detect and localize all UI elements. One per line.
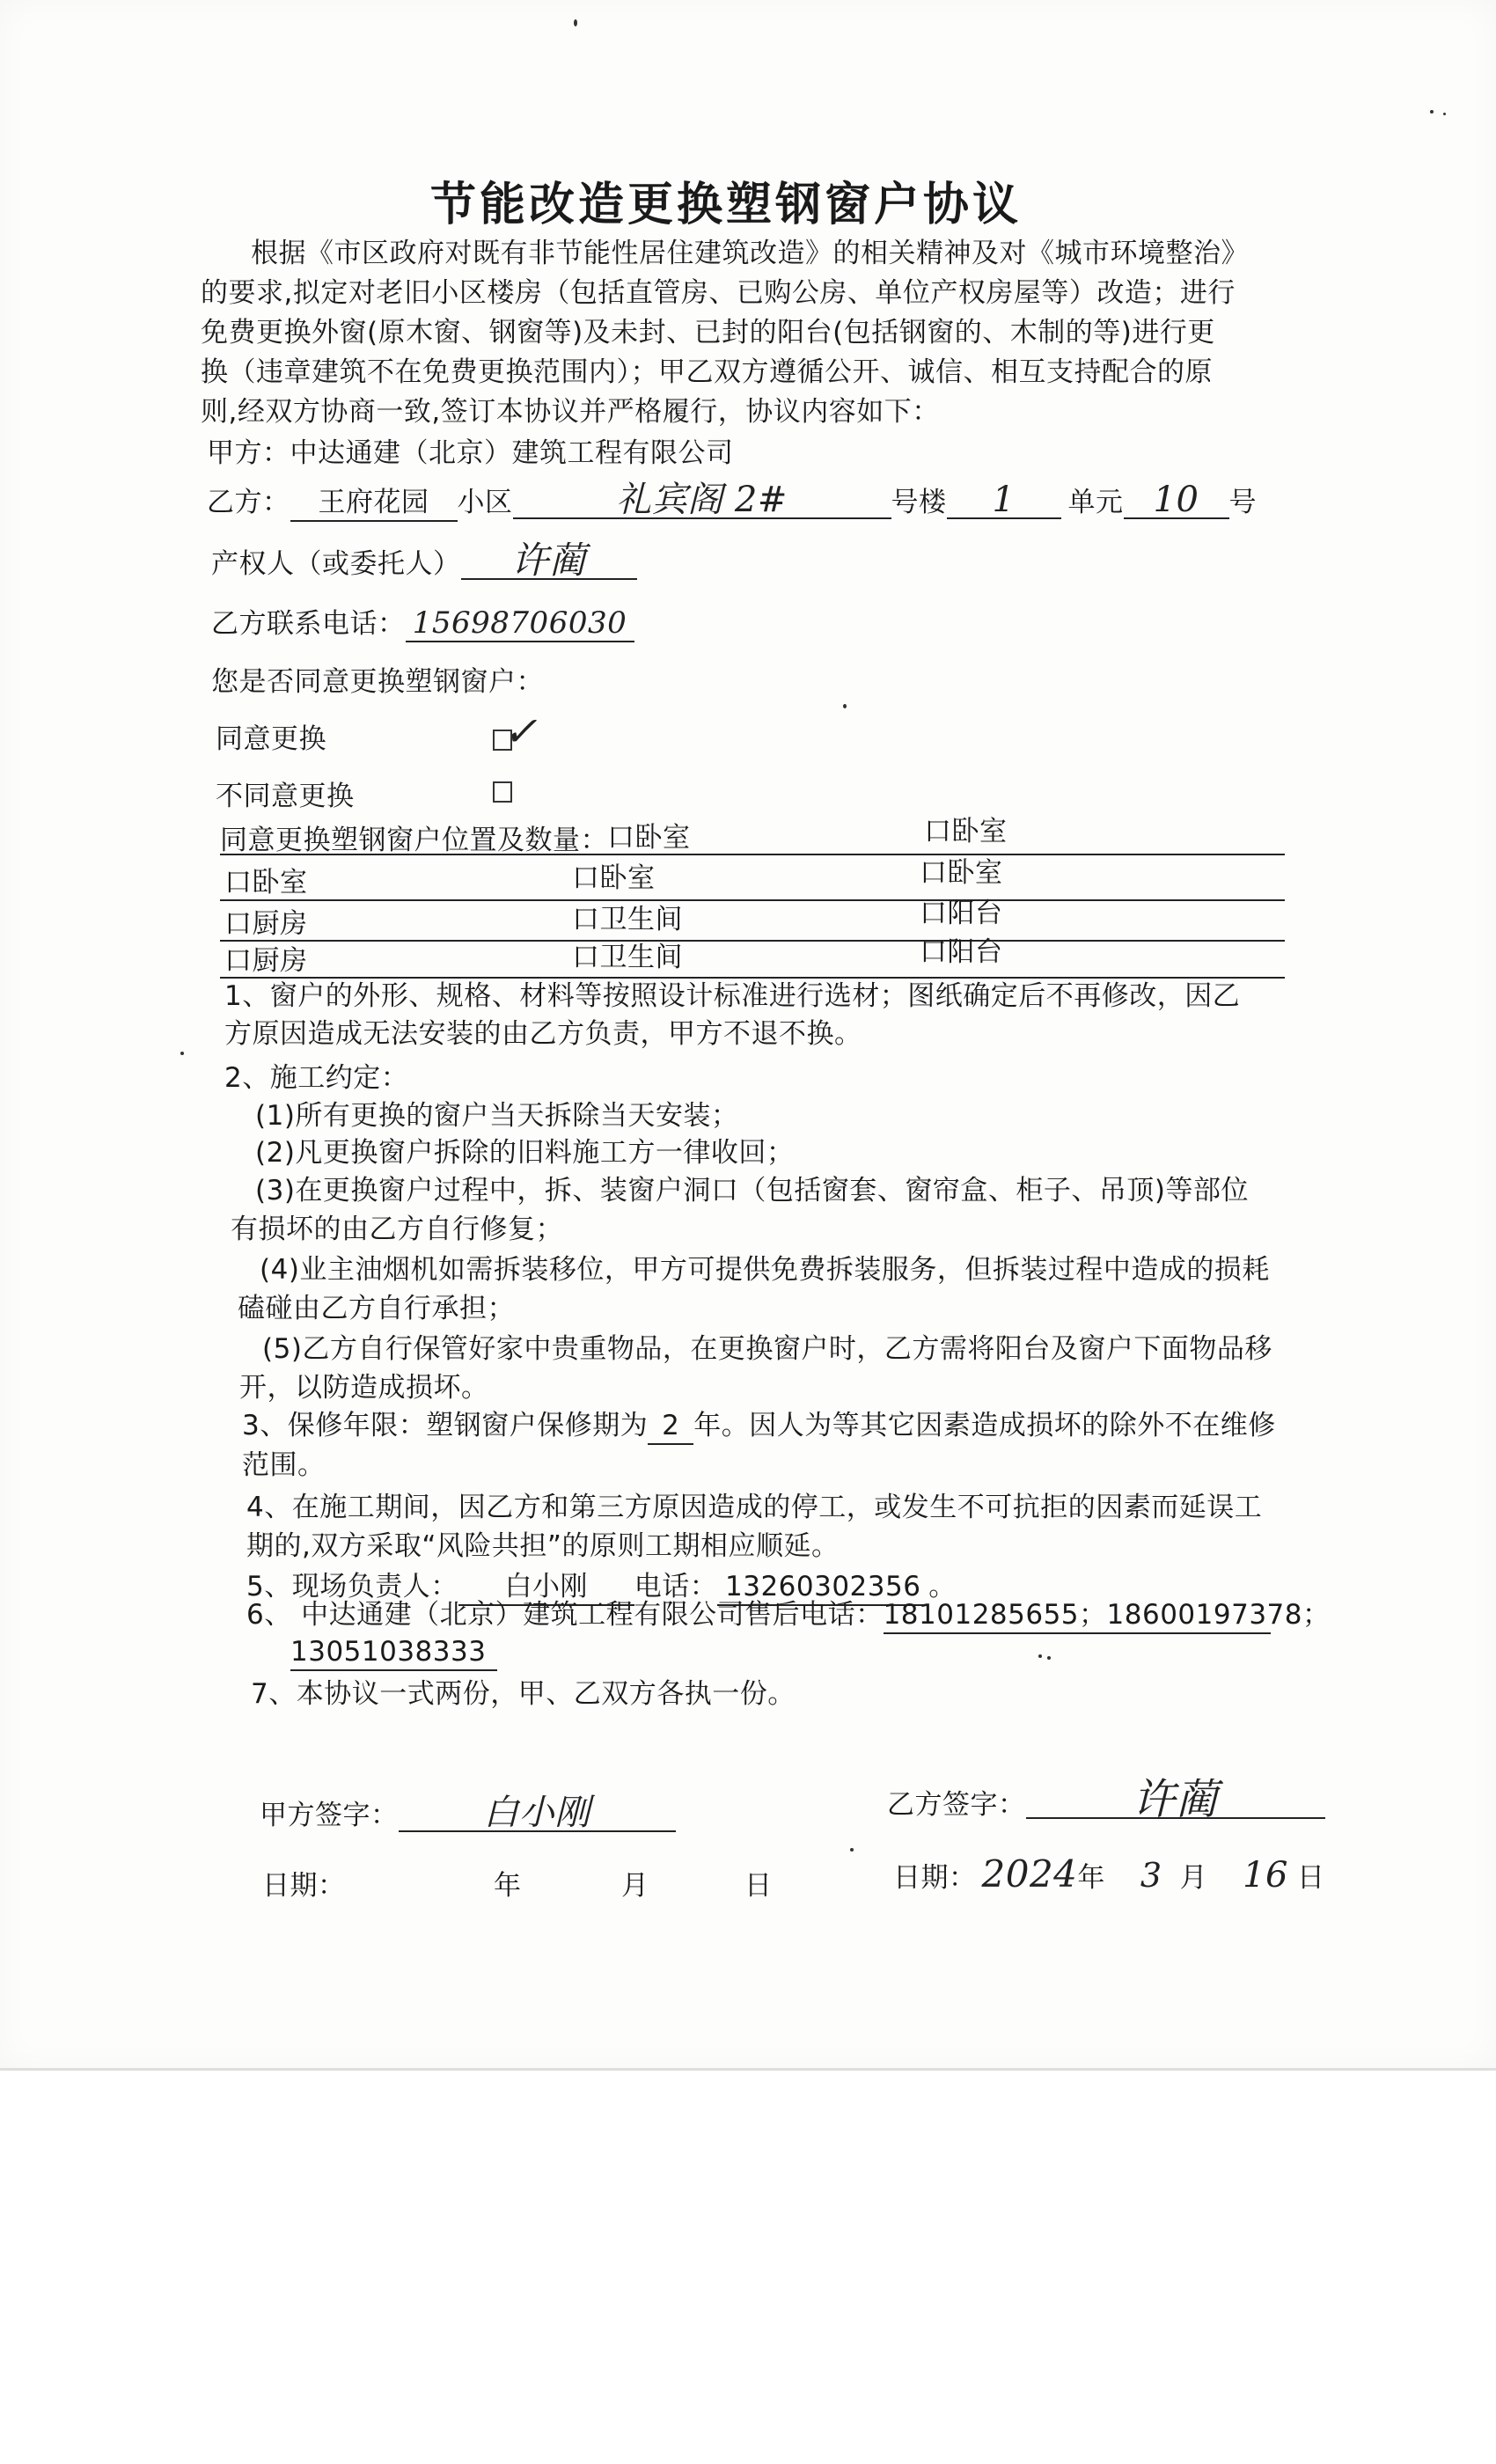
check-icon: ✓ (503, 708, 539, 755)
consent-question: 您是否同意更换塑钢窗户： (211, 666, 544, 698)
date-a-label: 日期： (262, 1870, 346, 1902)
grid-line (220, 899, 1285, 901)
community-field: 王府花园 (290, 485, 458, 522)
clause-3 (242, 1408, 1276, 1445)
owner-label: 产权人（或委托人） (211, 548, 461, 580)
scan-speck (1443, 113, 1446, 115)
warranty-prefix: 3、保修年限：塑钢窗户保修期为 (242, 1410, 649, 1441)
room-option[interactable]: 口卧室 (607, 822, 691, 854)
scan-speck (180, 1052, 184, 1055)
date-a-month: 月 (621, 1870, 649, 1902)
room-field: 10 (1124, 482, 1229, 519)
date-b-day: 日 (1296, 1862, 1325, 1894)
aftersales-phones: 18101285655；18600197378； (884, 1597, 1271, 1634)
unit-field: 1 (947, 482, 1061, 519)
aftersales-phone-3: 13051038333 (290, 1634, 497, 1671)
room-option[interactable]: 口卫生间 (572, 904, 683, 935)
owner-field: 许蔺 (461, 543, 637, 580)
party-a: 甲方：中达通建（北京）建筑工程有限公司 (207, 437, 734, 469)
party-b-label: 乙方： (207, 487, 290, 518)
manager-phone: 13260302356 (717, 1569, 928, 1606)
room-option[interactable]: 口卧室 (924, 816, 1008, 847)
date-b-year: 年 (1077, 1862, 1105, 1894)
option-disagree-checkbox[interactable] (493, 774, 516, 810)
intro-line-5: 则,经双方协商一致,签订本协议并严格履行，协议内容如下： (201, 396, 940, 428)
clause-7: 7、本协议一式两份，甲、乙双方各执一份。 (251, 1678, 796, 1710)
clause-2-item-2: (2)凡更换窗户拆除的旧料施工方一律收回； (255, 1137, 795, 1169)
clause-2-item-4: (4)业主油烟机如需拆装移位，甲方可提供免费拆装服务，但拆装过程中造成的损耗 (260, 1254, 1270, 1286)
clause-3-cont: 范围。 (242, 1449, 326, 1481)
clause-1-line-2: 方原因造成无法安装的由乙方负责，甲方不退不换。 (224, 1018, 862, 1050)
aftersales-label: 6、 中达通建（北京）建筑工程有限公司售后电话： (246, 1599, 884, 1631)
date-b-month-value: 3 (1140, 1856, 1162, 1895)
option-agree-checkbox[interactable] (493, 708, 550, 758)
clause-6-cont (290, 1634, 497, 1671)
clause-2-item-4-cont: 磕碰由乙方自行承担； (238, 1293, 515, 1324)
room-option[interactable]: 口阳台 (920, 936, 1003, 968)
grid-line (220, 854, 1285, 855)
party-b-row (207, 482, 1257, 522)
checkbox-box (493, 781, 512, 803)
phone-label: 乙方联系电话： (211, 608, 406, 640)
scan-speck (574, 19, 577, 26)
scan-speck (1038, 1654, 1042, 1658)
intro-line-1: 根据《市区政府对既有非节能性居住建筑改造》的相关精神及对《城市环境整治》 (251, 238, 1249, 269)
clause-2-item-1: (1)所有更换的窗户当天拆除当天安装； (255, 1100, 739, 1132)
room-option[interactable]: 口卧室 (920, 857, 1003, 889)
manager-label: 5、现场负责人： (246, 1571, 458, 1602)
room-suffix: 号 (1228, 487, 1257, 518)
clause-2-item-3-cont: 有损坏的由乙方自行修复； (231, 1214, 563, 1245)
intro-line-2: 的要求,拟定对老旧小区楼房（包括直管房、已购公房、单位产权房屋等）改造；进行 (201, 277, 1236, 309)
sign-a-row (260, 1795, 676, 1833)
date-b-month: 月 (1179, 1862, 1208, 1894)
date-a-row (262, 1868, 773, 1903)
manager-end: 。 (928, 1571, 957, 1602)
room-option[interactable]: 口卧室 (572, 862, 656, 894)
clause-2-title: 2、施工约定： (224, 1062, 409, 1094)
clause-2-item-5: (5)乙方自行保管好家中贵重物品，在更换窗户时，乙方需将阳台及窗户下面物品移 (262, 1333, 1272, 1365)
scan-speck (850, 1848, 854, 1852)
clause-6 (246, 1597, 1331, 1634)
clause-4-line-2: 期的,双方采取“风险共担”的原则工期相应顺延。 (246, 1530, 840, 1562)
date-b-year-value: 2024 (981, 1852, 1078, 1896)
manager-name: 白小刚 (458, 1569, 634, 1606)
date-b-day-value: 16 (1243, 1855, 1288, 1896)
clause-4-line-1: 4、在施工期间，因乙方和第三方原因造成的停工，或发生不可抗拒的因素而延误工 (246, 1492, 1263, 1523)
manager-phone-label: 电话： (634, 1571, 718, 1602)
sign-a-label: 甲方签字： (260, 1800, 399, 1831)
intro-line-4: 换（违章建筑不在免费更换范围内）；甲乙双方遵循公开、诚信、相互支持配合的原 (201, 356, 1213, 388)
building-suffix: 号楼 (891, 487, 947, 518)
warranty-suffix: 年。因人为等其它因素造成损坏的除外不在维修 (693, 1410, 1276, 1441)
room-option[interactable]: 口厨房 (224, 945, 308, 977)
sign-b-row (887, 1775, 1325, 1824)
grid-line (220, 940, 1285, 942)
phone-field: 15698706030 (406, 605, 634, 642)
sign-b-label: 乙方签字： (887, 1789, 1026, 1821)
building-field: 礼宾阁 2# (513, 482, 891, 519)
community-suffix: 小区 (457, 487, 513, 518)
sign-b-signature: 许蔺 (1026, 1782, 1325, 1819)
scan-speck (1047, 1656, 1051, 1660)
intro-line-3: 免费更换外窗(原木窗、钢窗等)及未封、已封的阳台(包括钢窗的、木制的等)进行更 (201, 317, 1215, 348)
scan-speck (1430, 110, 1434, 114)
sign-a-signature: 白小刚 (399, 1795, 676, 1832)
positions-label: 同意更换塑钢窗户位置及数量： (220, 825, 608, 856)
scan-speck (843, 704, 847, 708)
room-option[interactable]: 口卧室 (224, 867, 308, 898)
unit-suffix: 单元 (1067, 487, 1124, 518)
option-disagree-label: 不同意更换 (216, 781, 355, 812)
clause-2-item-3: (3)在更换窗户过程中，拆、装窗户洞口（包括窗套、窗帘盒、柜子、吊顶)等部位 (255, 1175, 1250, 1206)
date-b-row (893, 1852, 1325, 1896)
date-b-label: 日期： (893, 1862, 977, 1894)
warranty-years: 2 (648, 1408, 693, 1445)
room-option[interactable]: 口厨房 (224, 908, 308, 940)
room-option[interactable]: 口卫生间 (572, 942, 683, 973)
owner-row (211, 539, 637, 582)
date-a-day: 日 (744, 1870, 773, 1902)
clause-1-line-1: 1、窗户的外形、规格、材料等按照设计标准进行选材；图纸确定后不再修改，因乙 (224, 980, 1241, 1012)
phone-row (211, 605, 634, 642)
room-option[interactable]: 口阳台 (920, 898, 1003, 929)
date-a-year: 年 (494, 1870, 522, 1902)
clause-2-item-5-cont: 开，以防造成损坏。 (239, 1372, 489, 1404)
page-title: 节能改造更换塑钢窗户协议 (429, 179, 1022, 231)
option-agree-label: 同意更换 (216, 723, 326, 755)
